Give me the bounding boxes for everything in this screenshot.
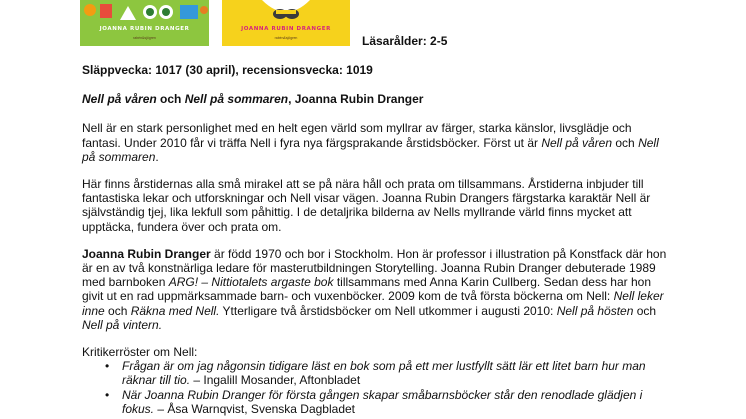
cover-title: JOANNA RUBIN DRANGER bbox=[241, 26, 331, 32]
review-item bbox=[122, 388, 667, 416]
review-quote: Frågan är om jag någonsin tidigare läst en bok som på ett mer lustfyllt sätt lär ett litet barn hur man räknar till tio. bbox=[122, 359, 646, 388]
intro-and: och bbox=[612, 135, 639, 150]
bio-title-arg: ARG! – Nittiotalets argaste bok bbox=[168, 275, 334, 290]
intro-end: . bbox=[155, 149, 159, 164]
author-bio-paragraph bbox=[82, 247, 667, 332]
bio-and-2: och bbox=[633, 303, 657, 318]
review-item bbox=[122, 359, 667, 387]
headline-and: och bbox=[156, 92, 185, 107]
bio-text-1: är född 1970 och bor i Stockholm. Hon är professor i illustration på Konstfack där hon är en av två konstnärliga ledare för masterutbildningen Storytelling. Joanna Rubin Dranger debuterade 1989 med barnboken bbox=[82, 246, 667, 290]
bio-title-vinter: Nell på vintern. bbox=[82, 317, 163, 332]
review-quote: När Joanna Rubin Dranger för första gången skapar småbarnsböcker står den renodlade glädjen i fokus. bbox=[122, 387, 643, 416]
book-cover-nell-pa-sommaren bbox=[222, 0, 350, 46]
reviews-heading: Kritikerröster om Nell: bbox=[82, 345, 198, 360]
bio-and-1: och bbox=[104, 303, 131, 318]
intro-book-2: Nell på sommaren bbox=[82, 135, 659, 164]
review-source: – Åsa Warnqvist, Svenska Dagbladet bbox=[154, 401, 356, 416]
cover-publisher: rabén&sjögren bbox=[133, 36, 156, 40]
intro-text: Nell är en stark personlighet med en helt egen värld som myllrar av färger, starka känslor, livsglädje och fantasi. Under 2010 får vi träffa Nell i fyra nya färgsprakande årstidsböcker. Först ut är bbox=[82, 121, 632, 150]
bio-title-host: Nell på hösten bbox=[556, 303, 634, 318]
review-source: – Ingalill Mosander, Aftonbladet bbox=[190, 373, 361, 388]
headline-book-1: Nell på våren bbox=[82, 92, 157, 107]
bio-text-2: tillsammans med Anna Karin Cullberg. Sedan dess har hon givit ut en rad uppmärksammade barn- och vuxenböcker. 2009 kom de två första böckerna om Nell: bbox=[82, 275, 651, 304]
bio-title-rakna: Räkna med Nell. bbox=[130, 303, 220, 318]
headline-book-2: Nell på sommaren bbox=[184, 92, 289, 107]
headline-author: , Joanna Rubin Dranger bbox=[288, 92, 424, 107]
author-name: Joanna Rubin Dranger bbox=[82, 246, 211, 261]
press-release-body bbox=[82, 63, 667, 416]
bio-text-3: Ytterligare två årstidsböcker om Nell utkommer i augusti 2010: bbox=[219, 303, 557, 318]
cover-publisher: rabén&sjögren bbox=[274, 36, 298, 40]
cover-title: JOANNA RUBIN DRANGER bbox=[99, 26, 190, 32]
intro-book-1: Nell på våren bbox=[541, 135, 613, 150]
book-cover-nell-pa-varen bbox=[80, 0, 209, 46]
release-dates: Släppvecka: 1017 (30 april), recensionsvecka: 1019 bbox=[82, 63, 373, 77]
reviews-list bbox=[82, 359, 667, 416]
intro-paragraph bbox=[82, 121, 667, 164]
reading-age: Läsarålder: 2-5 bbox=[362, 34, 448, 48]
headline bbox=[82, 92, 667, 106]
seasons-paragraph: Här finns årstidernas alla små mirakel att se på nära håll och prata om tillsammans. Årstiderna inbjuder till fantastiska lekar och utforskningar och Nell visar vägen. Joanna Rubin Drangers färgstarka karaktär Nell är självständig tjej, lika lekfull som påhittig. I de detaljrika bilderna av Nells myllrande värld finns mycket att upptäcka, fundera över och prata om. bbox=[82, 177, 651, 234]
bio-title-inne: Nell leker inne bbox=[82, 289, 664, 318]
